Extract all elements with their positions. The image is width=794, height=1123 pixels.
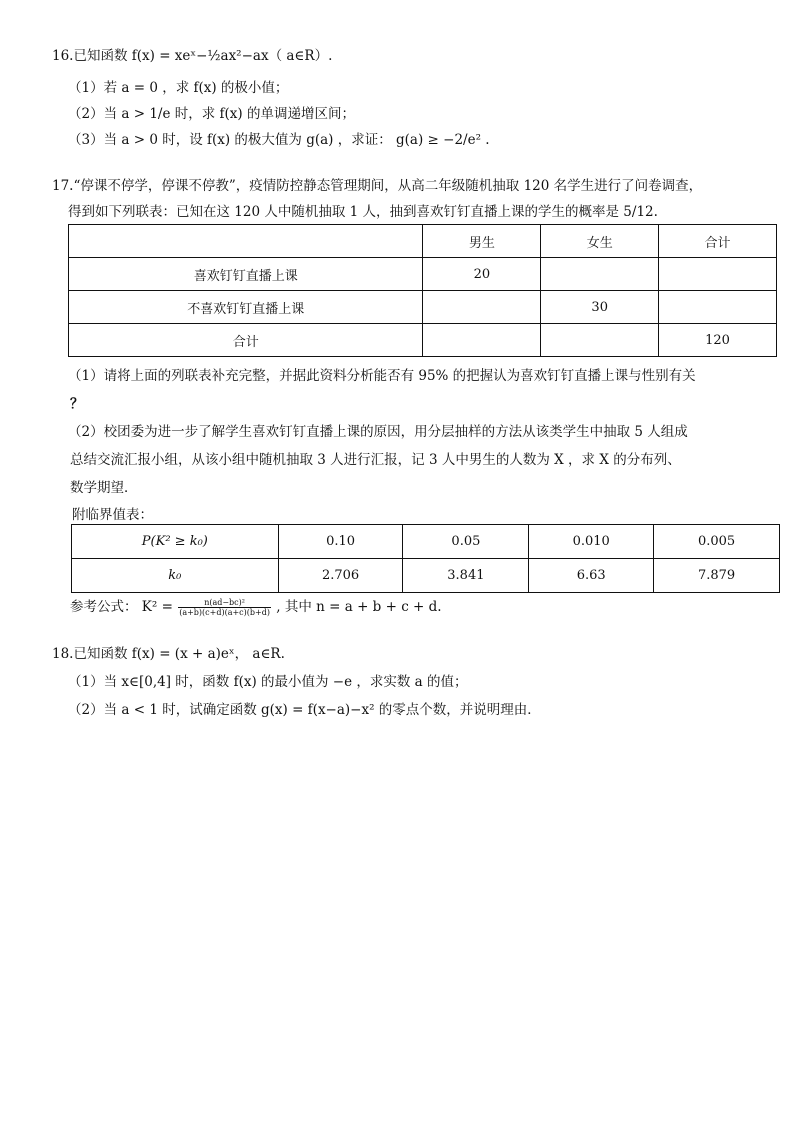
table-cell: 0.05 [403, 525, 529, 559]
table-cell: 120 [659, 324, 777, 357]
table-row [72, 559, 780, 593]
q18-part1: （1）当 x∈[0,4] 时，函数 f(x) 的最小值为 −e ，求实数 a 的值； [68, 674, 468, 690]
table-cell [659, 291, 777, 324]
table-cell: 不喜欢钉钉直播上课 [69, 291, 423, 324]
table-cell [659, 258, 777, 291]
table-cell: 喜欢钉钉直播上课 [69, 258, 423, 291]
table-cell: 0.005 [654, 525, 780, 559]
formula-fraction [178, 598, 271, 617]
table-header-cell: 女生 [541, 225, 659, 258]
q16-part1: （1）若 a = 0 ，求 f(x) 的极小值； [68, 80, 289, 96]
q17-part2-line2: 总结交流汇报小组，从该小组中随机抽取 3 人进行汇报，记 3 人中男生的人数为 X ，求 X 的分布列、 [70, 452, 681, 468]
q17-stem-line1: 17.“停课不停学，停课不停教”，疫情防控静态管理期间，从高二年级随机抽取 120 名学生进行了问卷调查， [52, 178, 703, 194]
q17-part1-line1: （1）请将上面的列联表补充完整，并据此资料分析能否有 95% 的把握认为喜欢钉钉直播上课与性别有关 [68, 368, 696, 384]
q17-part2-line3: 数学期望． [70, 480, 138, 496]
table-cell: 7.879 [654, 559, 780, 593]
table-header-cell [69, 225, 423, 258]
table-cell: 30 [541, 291, 659, 324]
q17-part1-line2: ？ [70, 396, 84, 412]
q18-part2: （2）当 a < 1 时，试确定函数 g(x) = f(x−a)−x² 的零点个数，并说明理由． [68, 702, 541, 718]
critical-table-label: 附临界值表： [72, 507, 153, 523]
q16-stem: 16.已知函数 f(x) = xeˣ−½ax²−ax（ a∈R）. [52, 48, 333, 64]
formula-prefix: 参考公式： K² = [70, 599, 173, 615]
table-cell: 3.841 [403, 559, 529, 593]
table-cell [541, 258, 659, 291]
table-row [69, 291, 777, 324]
q17-part2-line1: （2）校团委为进一步了解学生喜欢钉钉直播上课的原因，用分层抽样的方法从该类学生中抽取 5 人组成 [68, 424, 688, 440]
table-cell: 2.706 [278, 559, 403, 593]
critical-value-table [71, 524, 780, 593]
table-cell: 20 [423, 258, 541, 291]
table-cell: P(K² ≥ k₀) [72, 525, 279, 559]
reference-formula [70, 598, 442, 617]
q17-stem-line2: 得到如下列联表：已知在这 120 人中随机抽取 1 人，抽到喜欢钉钉直播上课的学生的概率是 5/12. [68, 204, 658, 220]
table-cell [541, 324, 659, 357]
table-cell: 0.10 [278, 525, 403, 559]
q16-part3: （3）当 a > 0 时，设 f(x) 的极大值为 g(a) ，求证： g(a) ≥ −2/e² . [68, 132, 490, 148]
formula-suffix: , 其中 n = a + b + c + d. [276, 599, 442, 615]
table-cell [423, 324, 541, 357]
contingency-table [68, 224, 777, 357]
table-cell: 6.63 [529, 559, 654, 593]
table-header-cell: 男生 [423, 225, 541, 258]
table-row [69, 258, 777, 291]
contingency-header-row [69, 225, 777, 258]
table-cell: 合计 [69, 324, 423, 357]
formula-numerator: n(ad−bc)² [178, 598, 271, 608]
table-header-cell: 合计 [659, 225, 777, 258]
table-row [72, 525, 780, 559]
table-cell: k₀ [72, 559, 279, 593]
table-cell: 0.010 [529, 525, 654, 559]
formula-denominator: (a+b)(c+d)(a+c)(b+d) [179, 608, 270, 617]
q18-stem: 18.已知函数 f(x) = (x + a)eˣ， a∈R. [52, 646, 285, 662]
q16-part2: （2）当 a > 1/e 时，求 f(x) 的单调递增区间； [68, 106, 355, 122]
table-cell [423, 291, 541, 324]
table-row [69, 324, 777, 357]
